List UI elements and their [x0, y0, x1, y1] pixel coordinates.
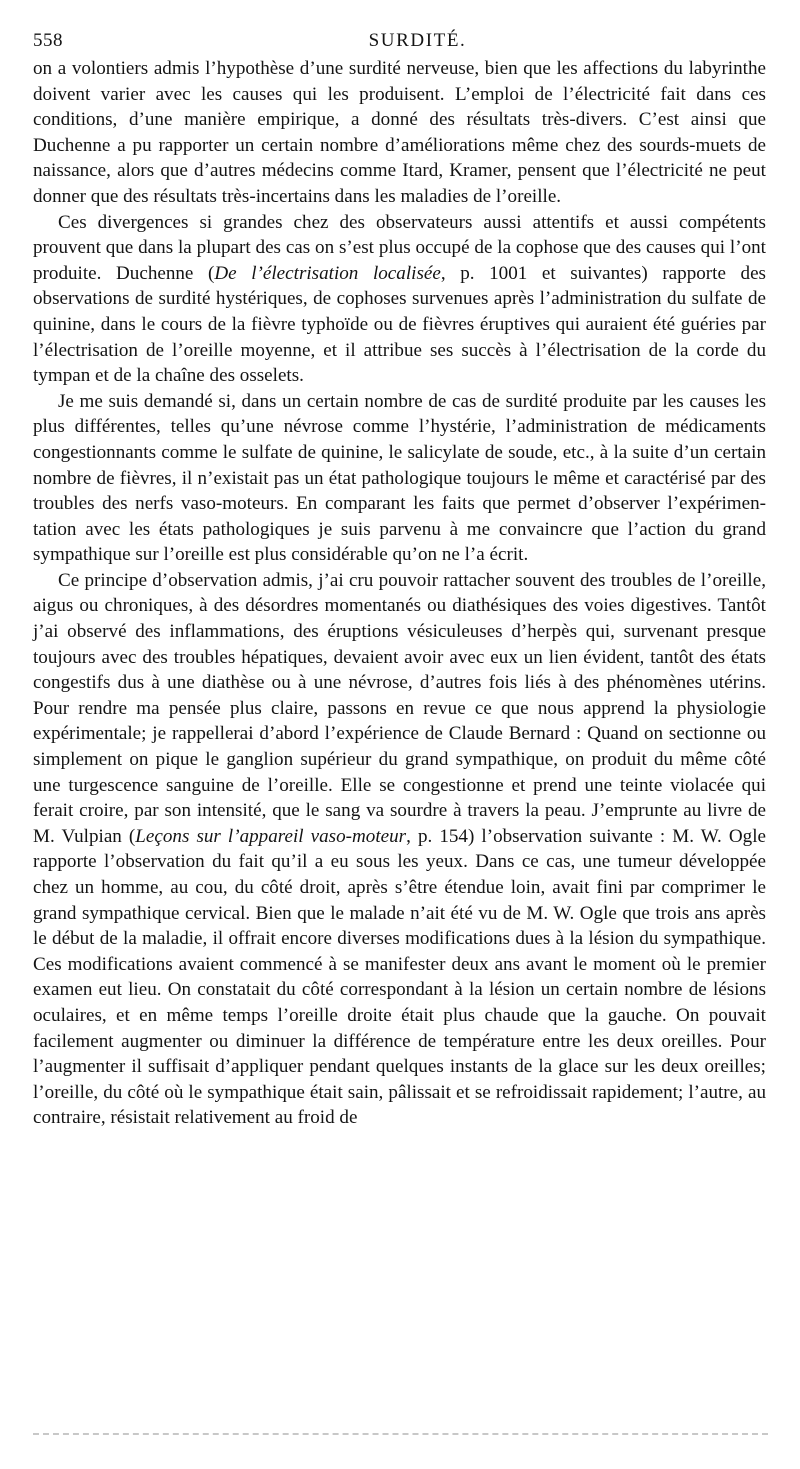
paragraph-text: Ces divergences si grandes chez des observateurs aussi attentifs et aussi compétents prouvent que dans la plupart des cas on s’est plus occupé de la cophose que des causes qui l’ont produite. Duchenne ( [33, 211, 766, 284]
page-number: 558 [33, 30, 63, 51]
cited-work-title: De l’électrisation localisée [214, 262, 441, 284]
paragraph-1 [33, 56, 766, 210]
running-title: SURDITÉ. [368, 30, 467, 51]
paragraph-text: Je me suis demandé si, dans un certain nombre de cas de surdité produite par les causes les plus différentes, telles qu’une névrose comme l’hystérie, l’administration de médicaments congestionnants comme le sulfate de quinine, le salicylate de soude, etc., à la suite d’un certain nombre de fièvres, il n’existait pas un état pathologique toujours le même et caractérisé par des troubles des nerfs vaso-moteurs. En comparant les faits que permet d’observer l’expérimentation avec les états pathologiques je suis parvenu à me convaincre que l’action du grand sympathique sur l’oreille est plus considérable qu’on ne l’a écrit. [33, 390, 766, 566]
paragraph-4 [33, 568, 766, 1131]
paragraph-text: on a volontiers admis l’hypothèse d’une surdité nerveuse, bien que les affections du labyrinthe doivent varier avec les causes qui les produisent. L’emploi de l’électricité fait dans ces conditions, d’une manière empirique, a donné des résultats très-divers. C’est ainsi que Duchenne a pu rapporter un certain nombre d’améliorations même chez des sourds-muets de naissance, alors que d’autres médecins comme Itard, Kramer, pensent que l’électricité ne peut donner que des résultats très-incertains dans les maladies de l’oreille. [33, 58, 766, 207]
page-header [33, 22, 766, 56]
footer-rule [33, 1433, 768, 1435]
cited-work-title: Leçons sur l’appareil vaso-moteur [135, 825, 407, 847]
body-text [33, 56, 766, 1131]
paragraph-text: , p. 1001 et suivantes) rapporte des observations de surdité hystériques, de cophoses survenues après l’administration du sulfate de quinine, dans le cours de la fièvre typhoïde ou de fièvres éruptives qui auraient été guéries par l’électrisation de l’oreille moyenne, et il attribue ses succès à l’électrisation de la corde du tympan et de la chaîne des osselets. [33, 262, 766, 387]
paragraph-3 [33, 389, 766, 568]
paragraph-text: Ce principe d’observation admis, j’ai cru pouvoir rattacher souvent des troubles de l’oreille, aigus ou chroniques, à des désordres momentanés ou diathésiques des voies digestives. Tantôt j’ai observé des inflammations, des éruptions vésiculeuses d’herpès qui, survenant presque toujours avec des troubles hépatiques, devaient avoir avec eux un lien évident, tantôt des états congestifs dus à une diathèse ou à une névrose, d’autres fois liés à des phénomènes utérins. Pour rendre ma pensée plus claire, passons en revue ce que nous apprend la physiologie expérimentale; je rappellerai d’abord l’expérience de Claude Bernard : Quand on sectionne ou simplement on pique le ganglion supérieur du grand sympathique, on produit du même côté une turgescence sanguine de l’oreille. Elle se congestionne et prend une teinte violacée qui ferait croire, par son intensité, que le sang va sourdre à travers la peau. J’emprunte au livre de M. Vulpian ( [33, 569, 766, 847]
paragraph-2 [33, 210, 766, 389]
book-page [33, 22, 766, 1131]
paragraph-text: , p. 154) l’observation suivante : M. W. Ogle rapporte l’observation du fait qu’il a eu sous les yeux. Dans ce cas, une tumeur développée chez un homme, au cou, du côté droit, après s’être étendue loin, avait fini par comprimer le grand sympathique cervical. Bien que le malade n’ait été vu de M. W. Ogle que trois ans après le début de la maladie, il offrait encore diverses modifications dues à la lésion du sympathique. Ces modifications avaient commencé à se manifester deux ans avant le moment où le premier examen eut lieu. On constatait du côté correspondant à la lésion un certain nombre de lésions oculaires, et en même temps l’oreille droite était plus chaude que la gauche. On pouvait facilement augmenter ou diminuer la différence de température entre les deux oreilles. Pour l’augmenter il suffisait d’appliquer pendant quelques instants de la glace sur les deux oreilles; l’oreille, du côté où le sympathique était sain, pâlissait et se refroidissait rapidement; l’autre, au contraire, résistait relativement au froid de [33, 825, 766, 1129]
